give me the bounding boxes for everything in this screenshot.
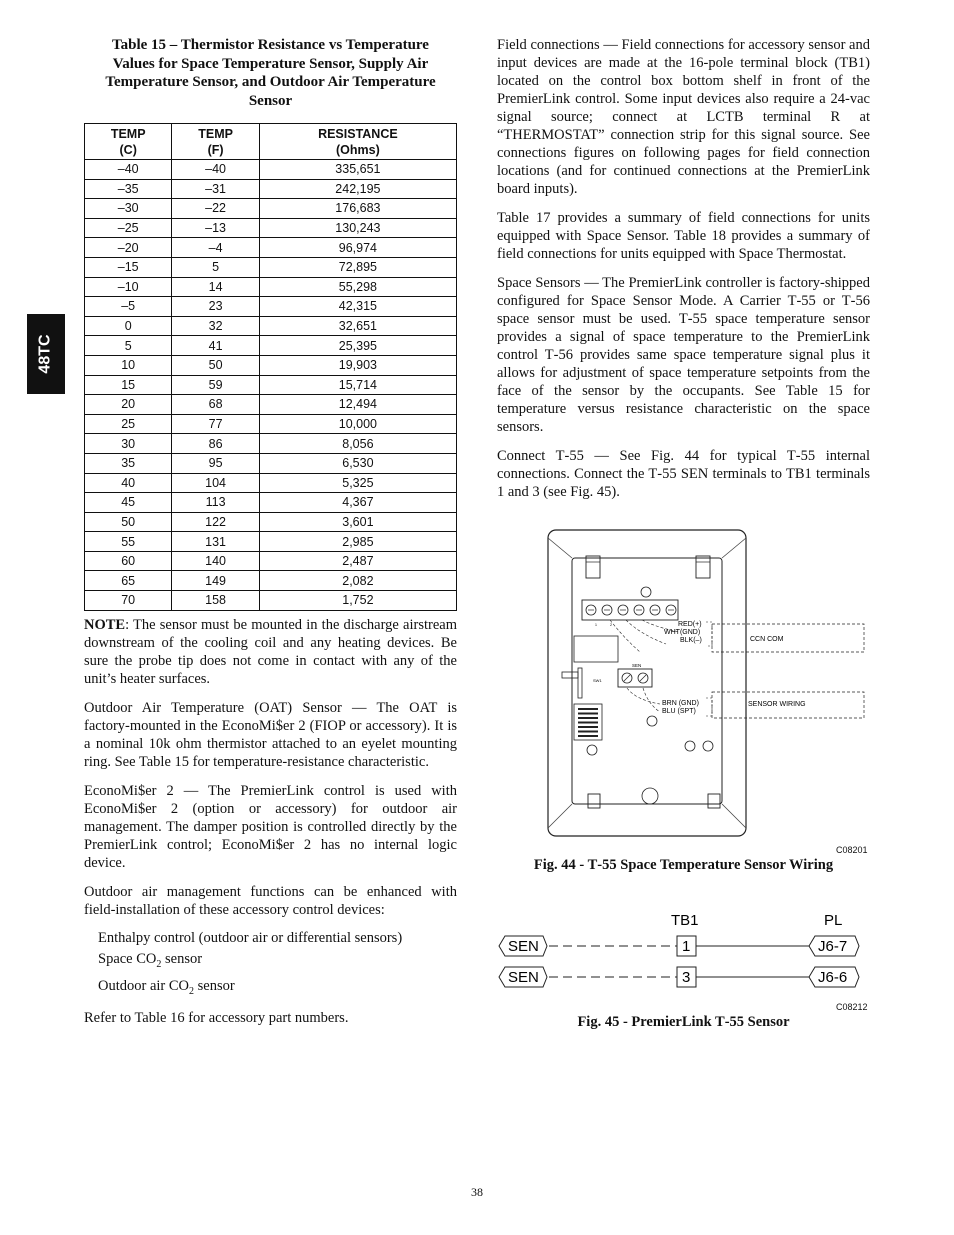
- table17-paragraph: Table 17 provides a summary of field connections for units equipped with Space Sensor. Table 18 provides a summary of field connections for units equipped with Space Thermostat.: [497, 210, 870, 262]
- cell-temp-c: –30: [85, 199, 172, 219]
- table-row: [85, 453, 457, 473]
- wire-blk-label: BLK(–): [680, 637, 702, 644]
- cell-temp-f: 77: [172, 414, 259, 434]
- cell-temp-f: 5: [172, 257, 259, 277]
- cell-temp-f: 41: [172, 336, 259, 356]
- cell-resistance: 2,985: [259, 532, 456, 552]
- cell-temp-f: –13: [172, 218, 259, 238]
- note-text: : The sensor must be mounted in the discharge airstream downstream of the cooling coil and any heating devices. Be sure the probe tip does not come in contact with any of the unit’s heater surfaces.: [84, 616, 457, 687]
- sen-block-label: SEN: [632, 663, 642, 668]
- cell-temp-f: 140: [172, 551, 259, 571]
- right-column: [497, 36, 870, 512]
- cell-temp-c: 65: [85, 571, 172, 591]
- list-item: Outdoor air $CO_2$ sensor: [98, 977, 235, 997]
- list-item: Space $CO_2$ sensor: [98, 951, 203, 971]
- wire-wht-label: WHT(GND): [664, 629, 701, 636]
- cell-temp-f: 122: [172, 512, 259, 532]
- cell-temp-f: 95: [172, 453, 259, 473]
- note-label: NOTE: [84, 616, 126, 633]
- connector-pin: [578, 731, 598, 733]
- cell-temp-f: –4: [172, 238, 259, 258]
- table-row: [85, 199, 457, 219]
- cell-temp-c: –40: [85, 160, 172, 180]
- cell-temp-c: 45: [85, 493, 172, 513]
- cell-resistance: 42,315: [259, 297, 456, 317]
- outdoor-air-paragraph: Outdoor air management functions can be enhanced with field‑installation of these accessory control devices:: [84, 883, 457, 918]
- ccn-com-label: CCN COM: [750, 636, 784, 643]
- cell-resistance: 55,298: [259, 277, 456, 297]
- cell-resistance: 1,752: [259, 591, 456, 611]
- fig44-sensor-wiring-diagram: [540, 528, 880, 840]
- table-row: [85, 532, 457, 552]
- thermistor-table-body: [85, 160, 457, 611]
- connector-pin: [578, 708, 598, 710]
- j6-6-label: J6-6: [818, 969, 848, 986]
- cell-resistance: 5,325: [259, 473, 456, 493]
- header-temp-c: TEMP (C): [85, 124, 172, 160]
- cell-resistance: 4,367: [259, 493, 456, 513]
- top-left-clip: [586, 556, 600, 578]
- table-row: [85, 160, 457, 180]
- table-row: [85, 512, 457, 532]
- cell-temp-c: –5: [85, 297, 172, 317]
- cell-temp-c: 50: [85, 512, 172, 532]
- cell-temp-f: 59: [172, 375, 259, 395]
- cell-resistance: 2,082: [259, 571, 456, 591]
- table-row: [85, 257, 457, 277]
- connector-pin: [578, 735, 598, 737]
- cell-temp-c: 20: [85, 395, 172, 415]
- sw1-label: SW1: [593, 678, 602, 683]
- screw-icon: [641, 587, 651, 597]
- cell-temp-f: 149: [172, 571, 259, 591]
- cell-temp-f: 23: [172, 297, 259, 317]
- side-tab-label: 48TC: [37, 334, 54, 374]
- economiser-paragraph: EconoMi$er 2 — The PremierLink control is used with EconoMi$er 2 (option or accessory) for outdoor air management. The damper position is controlled directly by the PremierLink control; EconoMi$er 2 has no internal logic device.: [84, 782, 457, 871]
- table-row: [85, 493, 457, 513]
- cell-temp-f: –40: [172, 160, 259, 180]
- side-section-tab: [27, 314, 65, 394]
- svg-text:1: 1: [595, 623, 597, 627]
- table-row: [85, 179, 457, 199]
- cell-temp-c: –35: [85, 179, 172, 199]
- accessory-list: [84, 928, 457, 1002]
- cell-resistance: 72,895: [259, 257, 456, 277]
- cell-temp-c: –25: [85, 218, 172, 238]
- table-row: [85, 434, 457, 454]
- space-sensors-paragraph: Space Sensors — The PremierLink controller is factory‑shipped configured for Space Sensor Mode. A Carrier T‑55 or T‑56 space sensor must be used. T‑55 space temperature sensor provides a signal of space temperature to the PremierLink control T‑56 provides same space temperature signal plus it allows for adjustment of space temperature setpoints from the face of the sensor by the occupants. See Table 15 for temperature versus resistance characteristic on the space sensors.: [497, 275, 870, 435]
- table-row: [85, 551, 457, 571]
- table-row: [85, 336, 457, 356]
- connector-pin: [578, 726, 598, 728]
- cell-resistance: 15,714: [259, 375, 456, 395]
- cell-temp-f: 50: [172, 355, 259, 375]
- header-temp-f: TEMP (F): [172, 124, 259, 160]
- connect-t55-paragraph: Connect T‑55 — See Fig. 44 for typical T‑55 internal connections. Connect the T‑55 SEN terminals to TB1 terminals 1 and 3 (see Fig. 45).: [497, 448, 870, 500]
- ccn-com-bracket: [712, 624, 864, 652]
- table-header-row: [85, 124, 457, 160]
- table-row: [85, 277, 457, 297]
- cell-resistance: 176,683: [259, 199, 456, 219]
- cell-resistance: 25,395: [259, 336, 456, 356]
- cell-temp-c: –20: [85, 238, 172, 258]
- fig45-code: C08212: [836, 1002, 868, 1012]
- cell-temp-c: 60: [85, 551, 172, 571]
- sen-terminal-block: [618, 669, 652, 687]
- connector-pin: [578, 717, 598, 719]
- cell-resistance: 19,903: [259, 355, 456, 375]
- cell-temp-c: 5: [85, 336, 172, 356]
- page-number: 38: [471, 1185, 483, 1199]
- cell-temp-f: 14: [172, 277, 259, 297]
- cell-temp-f: 113: [172, 493, 259, 513]
- table-row: [85, 218, 457, 238]
- cell-resistance: 96,974: [259, 238, 456, 258]
- pl-label: PL: [824, 912, 843, 929]
- table-row: [85, 238, 457, 258]
- table-row: [85, 375, 457, 395]
- connector-pin: [578, 713, 598, 715]
- cell-temp-c: 0: [85, 316, 172, 336]
- cell-resistance: 130,243: [259, 218, 456, 238]
- svg-text:2: 2: [610, 623, 612, 627]
- field-connections-paragraph: Field connections — Field connections for accessory sensor and input devices are made at the 16‑pole terminal block (TB1) located on the control box bottom shelf in front of the PremierLink control. Some input devices also require a 24‑vac signal source; connect at LCTB terminal R at “THERMOSTAT” connection strip for this signal source. See connections figures on following pages for field connection locations (and for continued connections at the PremierLink board inputs).: [497, 37, 870, 197]
- left-column: [84, 36, 457, 1038]
- cell-temp-c: 30: [85, 434, 172, 454]
- table-row: [85, 316, 457, 336]
- cell-temp-f: 158: [172, 591, 259, 611]
- header-resistance: RESISTANCE (Ohms): [259, 124, 456, 160]
- cell-resistance: 32,651: [259, 316, 456, 336]
- cell-temp-f: –22: [172, 199, 259, 219]
- cell-temp-f: 131: [172, 532, 259, 552]
- j6-7-label: J6-7: [818, 938, 848, 955]
- refer-paragraph: Refer to Table 16 for accessory part numbers.: [84, 1009, 349, 1026]
- cell-temp-c: 35: [85, 453, 172, 473]
- cell-resistance: 12,494: [259, 395, 456, 415]
- cell-temp-c: 25: [85, 414, 172, 434]
- cell-temp-c: 10: [85, 355, 172, 375]
- tb1-label: TB1: [671, 912, 699, 929]
- cell-resistance: 2,487: [259, 551, 456, 571]
- cell-resistance: 335,651: [259, 160, 456, 180]
- cell-resistance: 8,056: [259, 434, 456, 454]
- fig45-caption: Fig. 45 ‑ PremierLink T‑55 Sensor: [577, 1014, 790, 1030]
- cell-temp-c: –15: [85, 257, 172, 277]
- table-row: [85, 297, 457, 317]
- table-row: [85, 473, 457, 493]
- wire-red-label: RED(+): [678, 621, 702, 628]
- oat-paragraph: Outdoor Air Temperature (OAT) Sensor — The OAT is factory‑mounted in the EconoMi$er 2 (FIOP or accessory). It is a nominal 10k ohm thermistor attached to an eyelet mounting ring. See Table 15 for temperature‑resistance characteristic.: [84, 699, 457, 770]
- cell-resistance: 6,530: [259, 453, 456, 473]
- cell-temp-f: 68: [172, 395, 259, 415]
- fig44-code: C08201: [836, 845, 868, 855]
- cell-resistance: 10,000: [259, 414, 456, 434]
- table-row: [85, 414, 457, 434]
- cell-temp-f: –31: [172, 179, 259, 199]
- table-row: [85, 571, 457, 591]
- top-right-clip: [696, 556, 710, 578]
- fig44-caption: Fig. 44 ‑ T‑55 Space Temperature Sensor Wiring: [533, 857, 834, 873]
- table-row: [85, 395, 457, 415]
- cell-temp-f: 104: [172, 473, 259, 493]
- wire-blu-label: BLU (SPT): [662, 708, 696, 715]
- fig45-sensor-diagram: [497, 906, 877, 996]
- ccn-terminal-block: [582, 600, 678, 620]
- sen-tag-2-label: SEN: [508, 969, 539, 986]
- note-paragraph: [84, 616, 457, 688]
- wire-brn-label: BRN (GND): [662, 700, 699, 707]
- list-item: Enthalpy control (outdoor air or differential sensors): [98, 929, 403, 946]
- table15-title: Table 15 – Thermistor Resistance vs Temperature Values for Space Temperature Sensor, Supply Air Temperature Sensor, and Outdoor Air Temperature Sensor: [105, 37, 436, 109]
- cell-temp-c: 70: [85, 591, 172, 611]
- table-row: [85, 355, 457, 375]
- cell-temp-f: 32: [172, 316, 259, 336]
- sen-tag-1-label: SEN: [508, 938, 539, 955]
- cell-resistance: 242,195: [259, 179, 456, 199]
- tb1-terminal-1-label: 1: [682, 938, 691, 955]
- cell-temp-c: 40: [85, 473, 172, 493]
- table-row: [85, 591, 457, 611]
- cell-temp-c: 15: [85, 375, 172, 395]
- cell-resistance: 3,601: [259, 512, 456, 532]
- connector-pin: [578, 722, 598, 724]
- cell-temp-f: 86: [172, 434, 259, 454]
- thermistor-table: [84, 123, 457, 611]
- tb1-terminal-3-label: 3: [682, 969, 691, 986]
- sensor-wiring-label: SENSOR WIRING: [748, 701, 806, 708]
- cell-temp-c: 55: [85, 532, 172, 552]
- cell-temp-c: –10: [85, 277, 172, 297]
